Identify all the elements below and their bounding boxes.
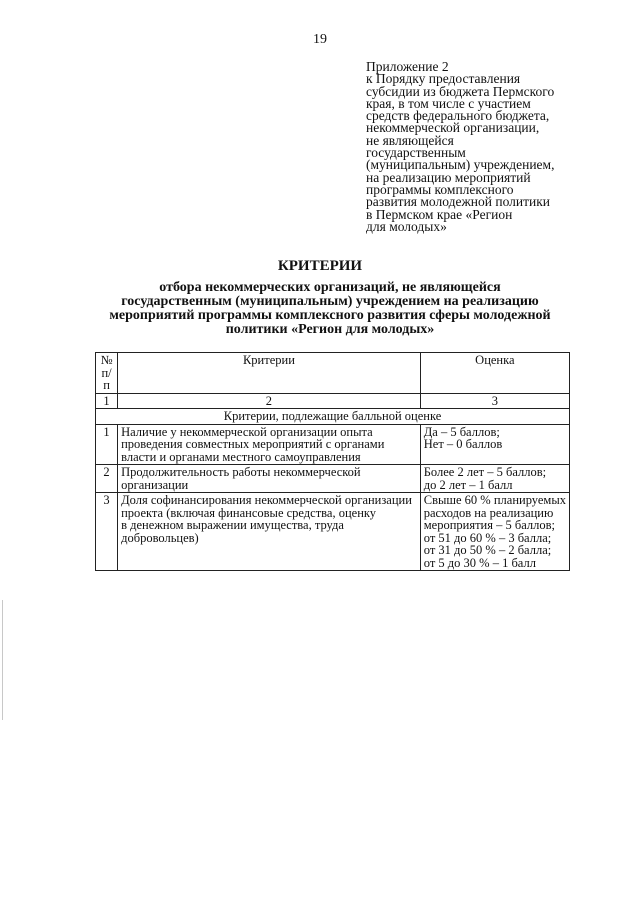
row-num: 2	[96, 465, 118, 493]
header-num	[96, 353, 118, 394]
subtitle-line: государственным (муниципальным) учреждением на реализацию	[121, 294, 539, 309]
section-title: Критерии, подлежащие балльной оценке	[96, 409, 570, 425]
appendix-line: развития молодежной политики	[366, 194, 551, 210]
row-num: 3	[96, 493, 118, 571]
criteria-table	[95, 352, 570, 571]
appendix-line: государственным	[366, 145, 466, 161]
score-line: мероприятия – 5 баллов;	[423, 518, 555, 532]
score-line: Свыше 60 % планируемых	[423, 493, 566, 507]
criteria-line: добровольцев)	[121, 530, 199, 545]
appendix-line: (муниципальным) учреждением,	[366, 157, 555, 173]
table-index-row	[96, 393, 570, 409]
score-line: от 31 до 50 % – 2 балла;	[423, 543, 552, 557]
index-cell: 2	[118, 393, 421, 409]
appendix-line: средств федерального бюджета,	[366, 108, 550, 124]
section-row	[96, 409, 570, 425]
header-score: Оценка	[420, 353, 569, 394]
table-row	[96, 493, 570, 571]
score-line: от 5 до 30 % – 1 балл	[423, 555, 536, 570]
appendix-line: Приложение 2	[366, 59, 449, 74]
appendix-line: края, в том числе с участием	[366, 95, 531, 111]
row-score	[420, 465, 569, 493]
appendix-line: к Порядку предоставления	[366, 71, 521, 87]
scan-edge-line	[2, 600, 3, 720]
row-num: 1	[96, 424, 118, 465]
criteria-line: Доля софинансирования некоммерческой организации	[121, 493, 412, 507]
subtitle-line: политики «Регион для молодых»	[225, 322, 435, 337]
row-score	[420, 493, 569, 571]
page-number: 19	[313, 32, 327, 47]
appendix-line: в Пермском крае «Регион	[366, 206, 513, 222]
score-line: расходов на реализацию	[423, 505, 554, 520]
score-line: до 2 лет – 1 балл	[423, 477, 513, 492]
appendix-line: не являющейся	[366, 132, 454, 148]
appendix-line: субсидии из бюджета Пермского	[366, 83, 555, 99]
score-line: Нет – 0 баллов	[423, 437, 503, 451]
table-row	[96, 424, 570, 465]
criteria-line: Продолжительность работы некоммерческой	[121, 465, 361, 479]
index-cell: 1	[96, 393, 118, 409]
criteria-line: организации	[121, 477, 189, 492]
criteria-line: Наличие у некоммерческой организации опыта	[121, 424, 373, 439]
appendix-line: программы комплексного	[366, 181, 514, 197]
header-criteria: Критерии	[118, 353, 421, 394]
table-header-row	[96, 353, 570, 394]
index-cell: 3	[420, 393, 569, 409]
subtitle-line: мероприятий программы комплексного развития сферы молодежной	[109, 308, 551, 323]
document-subtitle	[60, 281, 600, 337]
criteria-line: власти и органами местного самоуправления	[121, 449, 361, 464]
appendix-line: на реализацию мероприятий	[366, 169, 531, 185]
header-num-abbr: п/п	[101, 365, 112, 392]
table-row	[96, 465, 570, 493]
row-criteria	[118, 493, 421, 571]
appendix-line: для молодых»	[366, 218, 447, 234]
score-line: Более 2 лет – 5 баллов;	[423, 465, 547, 479]
appendix-block	[366, 61, 596, 233]
appendix-line: некоммерческой организации,	[366, 120, 540, 136]
row-criteria	[118, 424, 421, 465]
score-line: Да – 5 баллов;	[423, 424, 500, 439]
row-criteria	[118, 465, 421, 493]
criteria-line: в денежном выражении имущества, труда	[121, 518, 344, 532]
score-line: от 51 до 60 % – 3 балла;	[423, 530, 552, 545]
subtitle-line: отбора некоммерческих организаций, не являющейся	[159, 280, 501, 295]
criteria-line: проекта (включая финансовые средства, оценку	[121, 505, 377, 520]
header-num-symbol: №	[100, 353, 113, 367]
document-title: КРИТЕРИИ	[277, 258, 363, 274]
row-score	[420, 424, 569, 465]
criteria-line: проведения совместных мероприятий с органами	[121, 437, 385, 451]
